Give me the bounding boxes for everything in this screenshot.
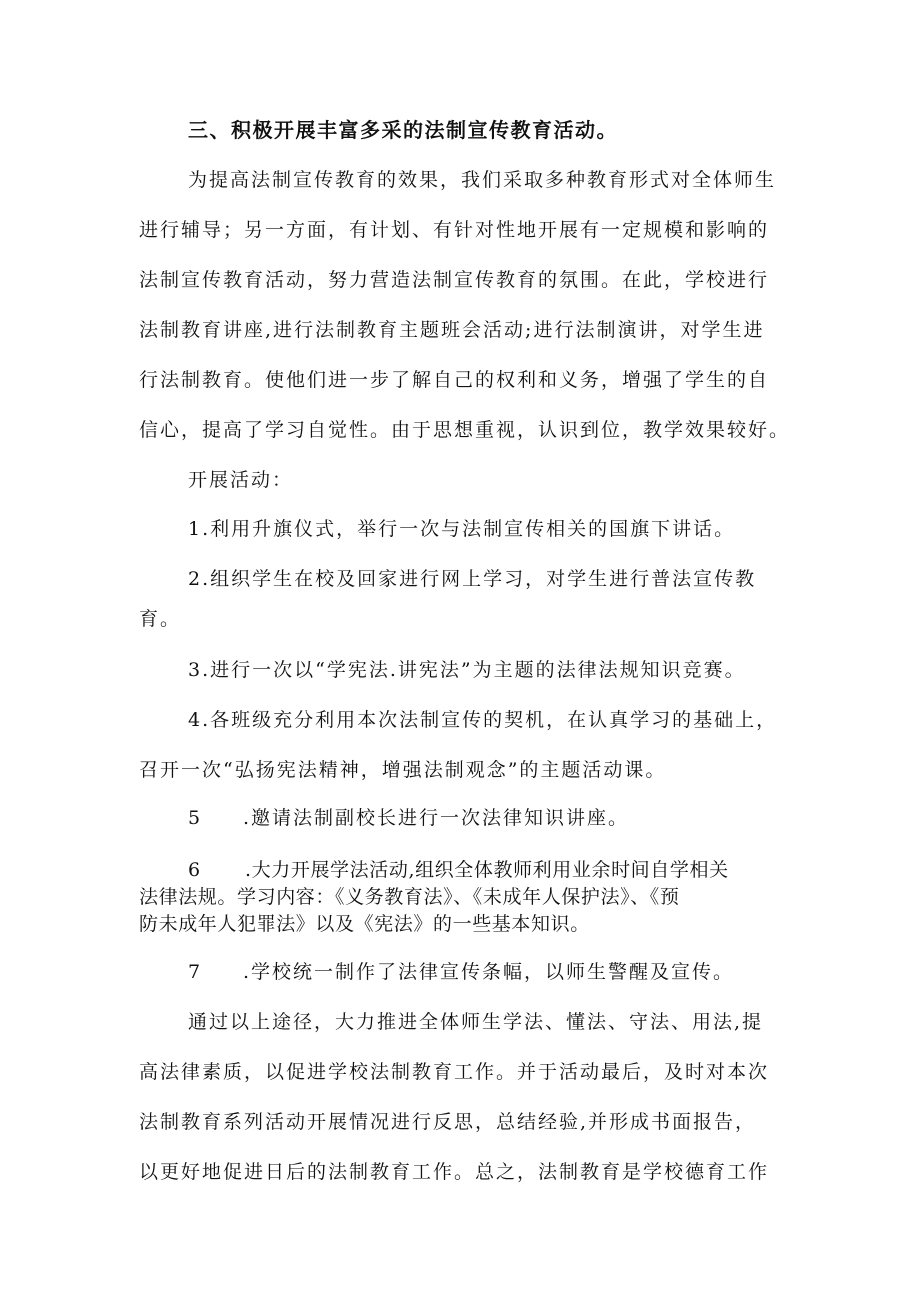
item-number: 4	[188, 709, 203, 731]
paragraph-line: 法制教育系列活动开展情况进行反思，总结经验,并形成书面报告，	[139, 1111, 757, 1133]
list-item-6	[188, 858, 729, 882]
item-number: 2	[188, 568, 203, 590]
list-item-5	[188, 806, 629, 830]
item-text: 利用升旗仪式，举行一次与法制宣传相关的国旗下讲话。	[210, 518, 736, 540]
list-item-6-continuation-2: 防未成年人犯罪法》以及《宪法》的一些基本知识。	[139, 913, 590, 935]
item-number: 6	[188, 859, 201, 881]
paragraph-line: 以更好地促进日后的法制教育工作。总之，法制教育是学校德育工作	[139, 1161, 770, 1183]
list-item-4	[188, 708, 777, 732]
item-number: 5	[188, 807, 203, 829]
list-item-7	[188, 960, 734, 984]
paragraph-line: 通过以上途径，大力推进全体师生学法、懂法、守法、用法,提	[188, 1011, 764, 1033]
paragraph-line: 行法制教育。使他们进一步了解自己的权利和义务，增强了学生的自	[139, 369, 770, 391]
list-item-6-continuation: 法律法规。学习内容：《义务教育法》、《未成年人保护法》、《预	[139, 886, 680, 908]
section-heading: 三、积极开展丰富多采的法制宣传教育活动。	[188, 118, 618, 142]
item-number: 3	[188, 659, 203, 681]
paragraph-line: 法制教育讲座,进行法制教育主题班会活动;进行法制演讲，对学生进	[139, 319, 765, 341]
paragraph-line: 为提高法制宣传教育的效果，我们采取多种教育形式对全体师生	[188, 169, 777, 191]
paragraph-line: 信心，提高了学习自觉性。由于思想重视，认识到位，教学效果较好。	[139, 419, 791, 441]
item-text: .进行一次以“学宪法.讲宪法”为主题的法律法规知识竞赛。	[202, 659, 746, 681]
list-item-4-continuation: 召开一次“弘扬宪法精神，增强法制观念”的主题活动课。	[139, 759, 667, 781]
item-text: .组织学生在校及回家进行网上学习，对学生进行普法宣传教	[202, 568, 757, 590]
item-text: .邀请法制副校长进行一次法律知识讲座。	[243, 807, 630, 829]
item-text: .学校统一制作了法律宣传条幅，以师生警醒及宣传。	[243, 961, 735, 983]
item-number: 1.	[188, 518, 211, 540]
item-text: .大力开展学法活动,组织全体教师利用业余时间自学相关	[245, 859, 729, 881]
paragraph-line: 进行辅导；另一方面，有计划、有针对性地开展有一定规模和影响的	[139, 219, 770, 241]
item-text: .各班级充分利用本次法制宣传的契机，在认真学习的基础上，	[202, 709, 778, 731]
list-item-2-continuation: 育。	[139, 608, 182, 630]
list-item-1	[188, 517, 735, 541]
paragraph-line: 法制宣传教育活动，努力营造法制宣传教育的氛围。在此，学校进行	[139, 269, 770, 291]
list-item-3	[188, 658, 746, 682]
paragraph-line: 高法律素质，以促进学校法制教育工作。并于活动最后，及时对本次	[139, 1061, 770, 1083]
item-number: 7	[188, 961, 203, 983]
activities-label: 开展活动：	[188, 469, 294, 491]
list-item-2	[188, 567, 756, 591]
